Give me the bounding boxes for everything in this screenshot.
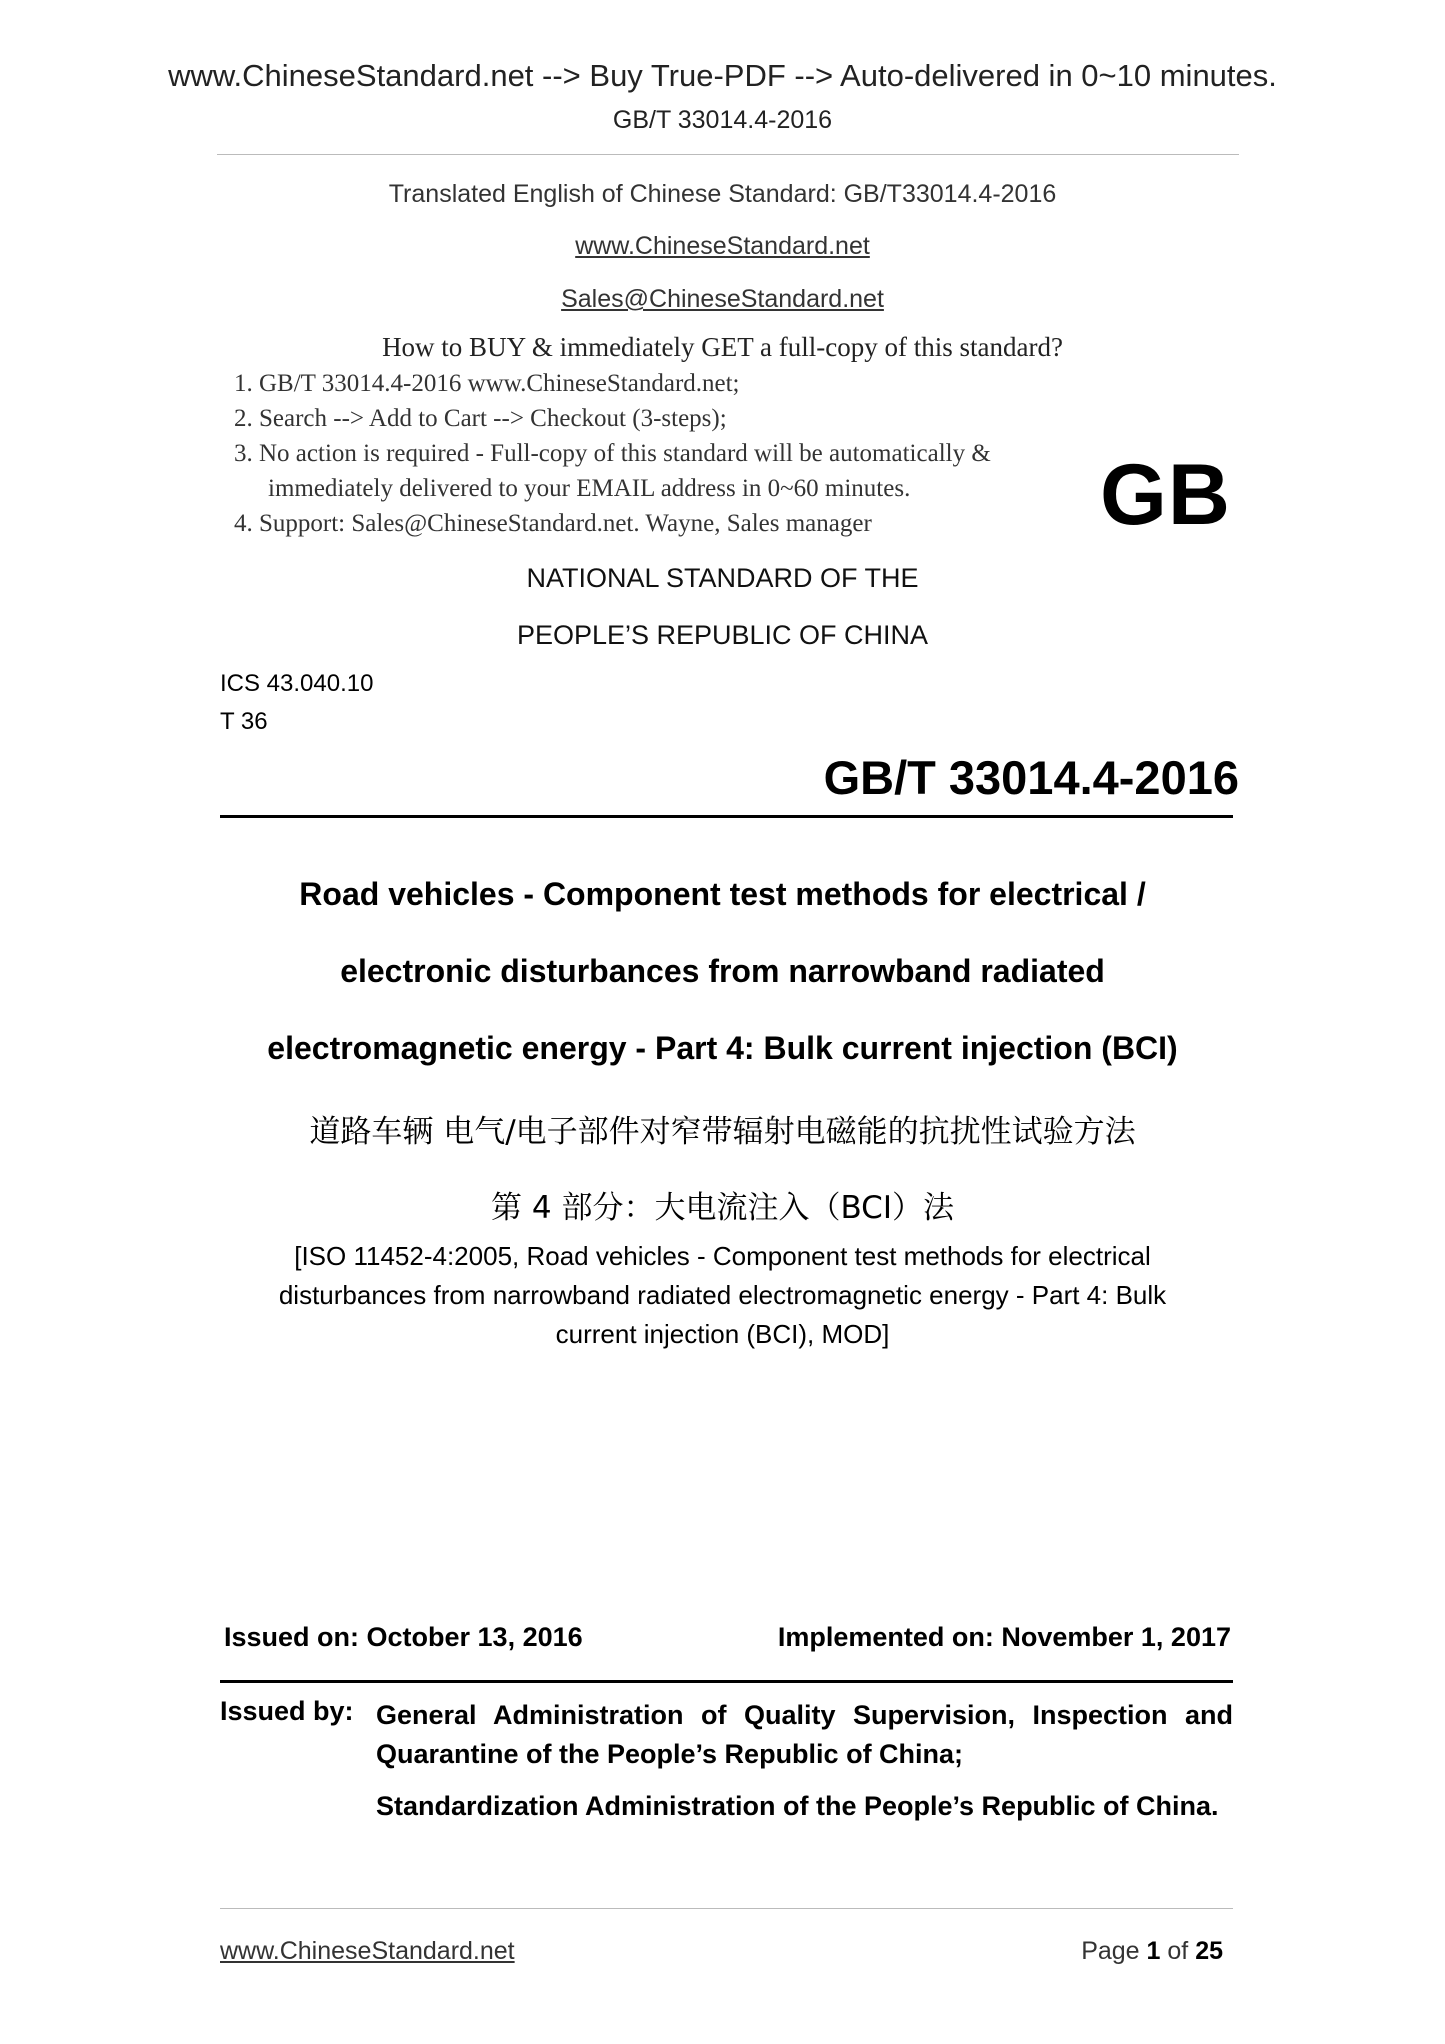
issued-by-label: Issued by: — [220, 1696, 354, 1726]
national-standard-line-2: PEOPLE’S REPUBLIC OF CHINA — [516, 620, 929, 650]
footer-divider — [220, 1908, 1233, 1909]
page-current: 1 — [1146, 1937, 1161, 1965]
gb-logo: GB — [1100, 447, 1231, 543]
translated-note: Translated English of Chinese Standard: GB/T33014.4-2016 — [388, 180, 1057, 208]
purchase-step: 3. No action is required - Full-copy of this standard will be automatically & immediately delivered to your EMAIL address in 0~60 minutes. — [234, 440, 991, 502]
code-divider — [220, 815, 1233, 818]
national-standard-line-1: NATIONAL STANDARD OF THE — [526, 563, 919, 593]
issued-on-date: Issued on: October 13, 2016 — [224, 1622, 583, 1652]
implemented-on-date: Implemented on: November 1, 2017 — [777, 1622, 1231, 1652]
header-divider — [217, 154, 1239, 155]
t-classification-code: T 36 — [220, 708, 268, 735]
iso-reference-line: current injection (BCI), MOD] — [555, 1319, 890, 1349]
website-link[interactable]: www.ChineseStandard.net — [575, 232, 870, 260]
footer-website-link[interactable]: www.ChineseStandard.net — [220, 1937, 515, 1965]
iso-reference — [0, 1237, 1445, 1354]
email-link[interactable]: Sales@ChineseStandard.net — [561, 285, 884, 313]
website-link-row — [0, 232, 1445, 261]
title-en-line-3: electromagnetic energy - Part 4: Bulk current injection (BCI) — [267, 1030, 1178, 1066]
title-en-line-1: Road vehicles - Component test methods for electrical / — [299, 876, 1146, 912]
purchase-step: 4. Support: Sales@ChineseStandard.net. Wayne, Sales manager — [234, 510, 872, 537]
title-cn-line-2: 第 4 部分：大电流注入（BCI）法 — [491, 1190, 954, 1226]
page-total: 25 — [1195, 1937, 1223, 1965]
iso-reference-line: disturbances from narrowband radiated electromagnetic energy - Part 4: Bulk — [278, 1280, 1167, 1310]
howto-heading: How to BUY & immediately GET a full-copy of this standard? — [382, 332, 1063, 362]
title-en-line-2: electronic disturbances from narrowband radiated — [340, 953, 1105, 989]
page-indicator — [1081, 1937, 1223, 1966]
email-link-row — [0, 285, 1445, 314]
iso-reference-line: [ISO 11452-4:2005, Road vehicles - Component test methods for electrical — [294, 1241, 1151, 1271]
ics-code: ICS 43.040.10 — [220, 670, 374, 697]
issuer-sac: Standardization Administration of the People’s Republic of China. — [376, 1791, 1219, 1821]
purchase-steps-list — [234, 366, 1114, 541]
page-mid: of — [1160, 1937, 1196, 1965]
title-cn-line-1: 道路车辆 电气/电子部件对窄带辐射电磁能的抗扰性试验方法 — [309, 1114, 1136, 1150]
standard-code: GB/T 33014.4-2016 — [823, 751, 1239, 804]
purchase-step: 1. GB/T 33014.4-2016 www.ChineseStandard.net; — [234, 370, 740, 397]
header-banner: www.ChineseStandard.net --> Buy True-PDF --> Auto-delivered in 0~10 minutes. — [168, 58, 1277, 93]
purchase-step: 2. Search --> Add to Cart --> Checkout (3-steps); — [234, 405, 727, 432]
issuer-aqsiq: General Administration of Quality Supervision, Inspection and Quarantine of the People’s Republic of China; — [376, 1700, 1233, 1769]
header-standard-code: GB/T 33014.4-2016 — [612, 106, 833, 134]
page-prefix: Page — [1081, 1937, 1147, 1965]
dates-divider — [220, 1680, 1233, 1683]
